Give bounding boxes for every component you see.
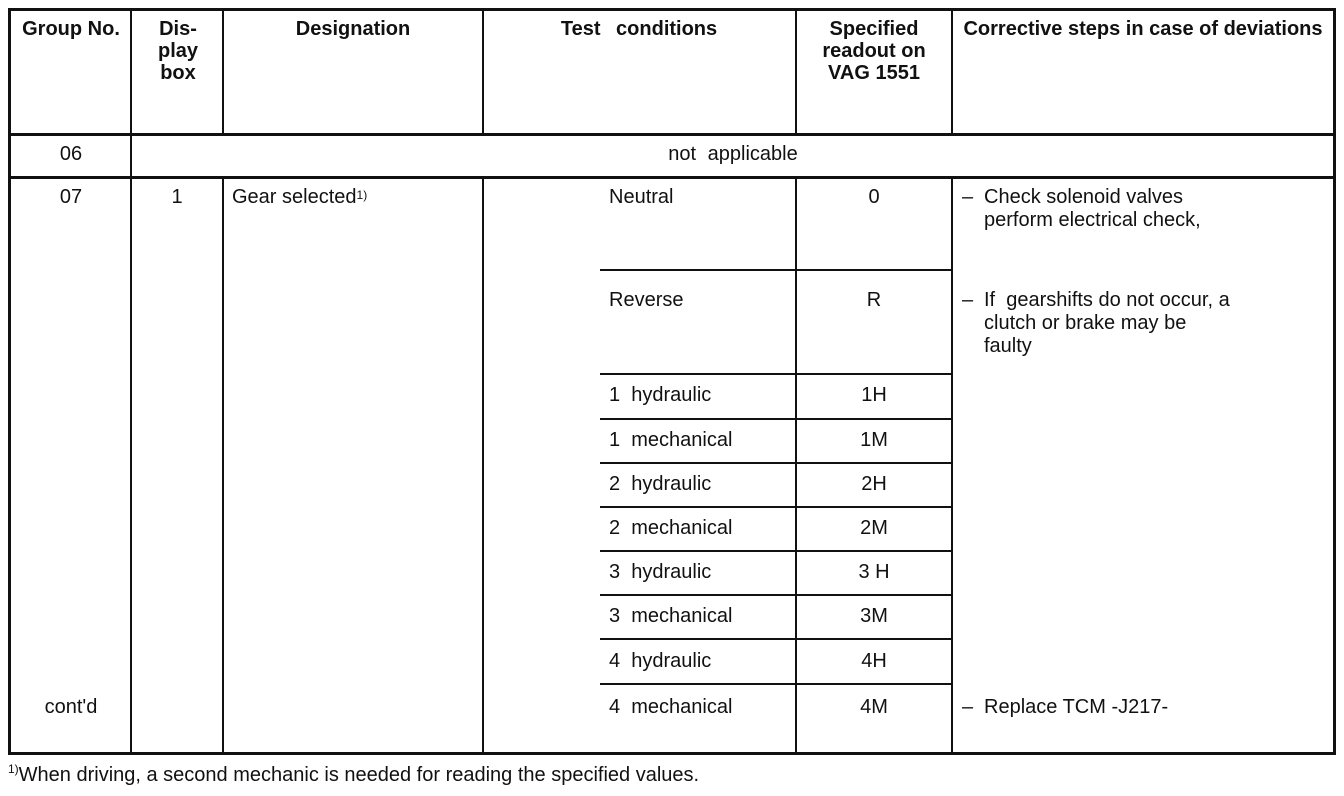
readout-2-mechanical: 2M <box>860 517 888 539</box>
condition-4-mechanical: 4 mechanical <box>609 696 733 718</box>
footnote-marker: 1) <box>8 762 19 776</box>
body-col-line-5 <box>951 177 953 754</box>
corrective-step-2 <box>962 289 1332 358</box>
condition-2-mechanical: 2 mechanical <box>609 517 733 539</box>
body-col-line-2 <box>222 177 224 754</box>
row-06-note: not applicable <box>668 143 798 165</box>
readout-neutral: 0 <box>868 186 880 208</box>
row-06-col-line <box>130 133 132 178</box>
header-group-no: Group No. <box>22 18 120 40</box>
readout-reverse: R <box>866 289 882 311</box>
corrective-step-3 <box>962 696 1332 719</box>
cond-divider-1 <box>600 269 952 271</box>
dash-marker: – <box>962 696 974 718</box>
corrective-step-2-line-3: faulty <box>984 335 1032 357</box>
table-border-top <box>8 8 1336 11</box>
readout-3-mechanical: 3M <box>860 605 888 627</box>
designation-footnote-marker: 1) <box>356 188 368 202</box>
header-designation: Designation <box>295 18 411 40</box>
designation-text: Gear selected <box>232 186 357 208</box>
readout-4-hydraulic: 4H <box>861 650 887 672</box>
cond-divider-2 <box>600 373 952 375</box>
table-border-bottom <box>8 752 1336 755</box>
cond-divider-6 <box>600 550 952 552</box>
col-line-3 <box>482 8 484 136</box>
col-line-1 <box>130 8 132 136</box>
table-border-right <box>1333 8 1336 755</box>
condition-reverse: Reverse <box>609 289 684 311</box>
header-display-box: Dis- play box <box>157 18 199 84</box>
col-line-4 <box>795 8 797 136</box>
condition-3-hydraulic: 3 hydraulic <box>609 561 712 583</box>
cond-divider-9 <box>600 683 952 685</box>
readout-4-mechanical: 4M <box>860 696 888 718</box>
cond-divider-4 <box>600 462 952 464</box>
footnote-text: When driving, a second mechanic is needed for reading the specified values. <box>18 764 700 786</box>
condition-2-hydraulic: 2 hydraulic <box>609 473 712 495</box>
condition-1-hydraulic: 1 hydraulic <box>609 384 712 406</box>
header-specified-readout: Specified readout on VAG 1551 <box>822 18 926 84</box>
row-07-designation <box>232 186 472 209</box>
cond-divider-5 <box>600 506 952 508</box>
footnote <box>8 764 699 787</box>
corrective-step-1 <box>962 186 1332 232</box>
header-divider <box>8 133 1336 136</box>
row-06-divider <box>8 176 1336 179</box>
col-line-2 <box>222 8 224 136</box>
row-07-contd: cont'd <box>44 696 98 718</box>
corrective-step-1-line-1 <box>962 186 1332 209</box>
condition-neutral: Neutral <box>609 186 674 208</box>
body-col-line-1 <box>130 177 132 754</box>
col-line-5 <box>951 8 953 136</box>
readout-1-hydraulic: 1H <box>861 384 887 406</box>
row-07-group: 07 <box>59 186 83 208</box>
corrective-step-2-text-1: If gearshifts do not occur, a <box>984 289 1230 311</box>
corrective-step-3-text: Replace TCM -J217- <box>984 696 1169 718</box>
cond-divider-7 <box>600 594 952 596</box>
readout-3-hydraulic: 3 H <box>858 561 890 583</box>
row-07-display-box: 1 <box>171 186 183 208</box>
condition-4-hydraulic: 4 hydraulic <box>609 650 712 672</box>
body-col-line-3 <box>482 177 484 754</box>
table-border-left <box>8 8 11 755</box>
corrective-step-1-text-1: Check solenoid valves <box>984 186 1183 208</box>
corrective-step-1-line-2: perform electrical check, <box>984 209 1201 231</box>
readout-1-mechanical: 1M <box>860 429 888 451</box>
condition-3-mechanical: 3 mechanical <box>609 605 733 627</box>
dash-marker: – <box>962 186 974 208</box>
header-test-conditions: Test conditions <box>560 18 718 40</box>
corrective-step-2-line-1 <box>962 289 1332 312</box>
cond-divider-8 <box>600 638 952 640</box>
cond-divider-3 <box>600 418 952 420</box>
readout-2-hydraulic: 2H <box>861 473 887 495</box>
dash-marker: – <box>962 289 974 311</box>
row-06-group: 06 <box>59 143 83 165</box>
header-corrective-steps: Corrective steps in case of deviations <box>963 18 1323 40</box>
corrective-step-2-line-2: clutch or brake may be <box>984 312 1187 334</box>
condition-1-mechanical: 1 mechanical <box>609 429 733 451</box>
